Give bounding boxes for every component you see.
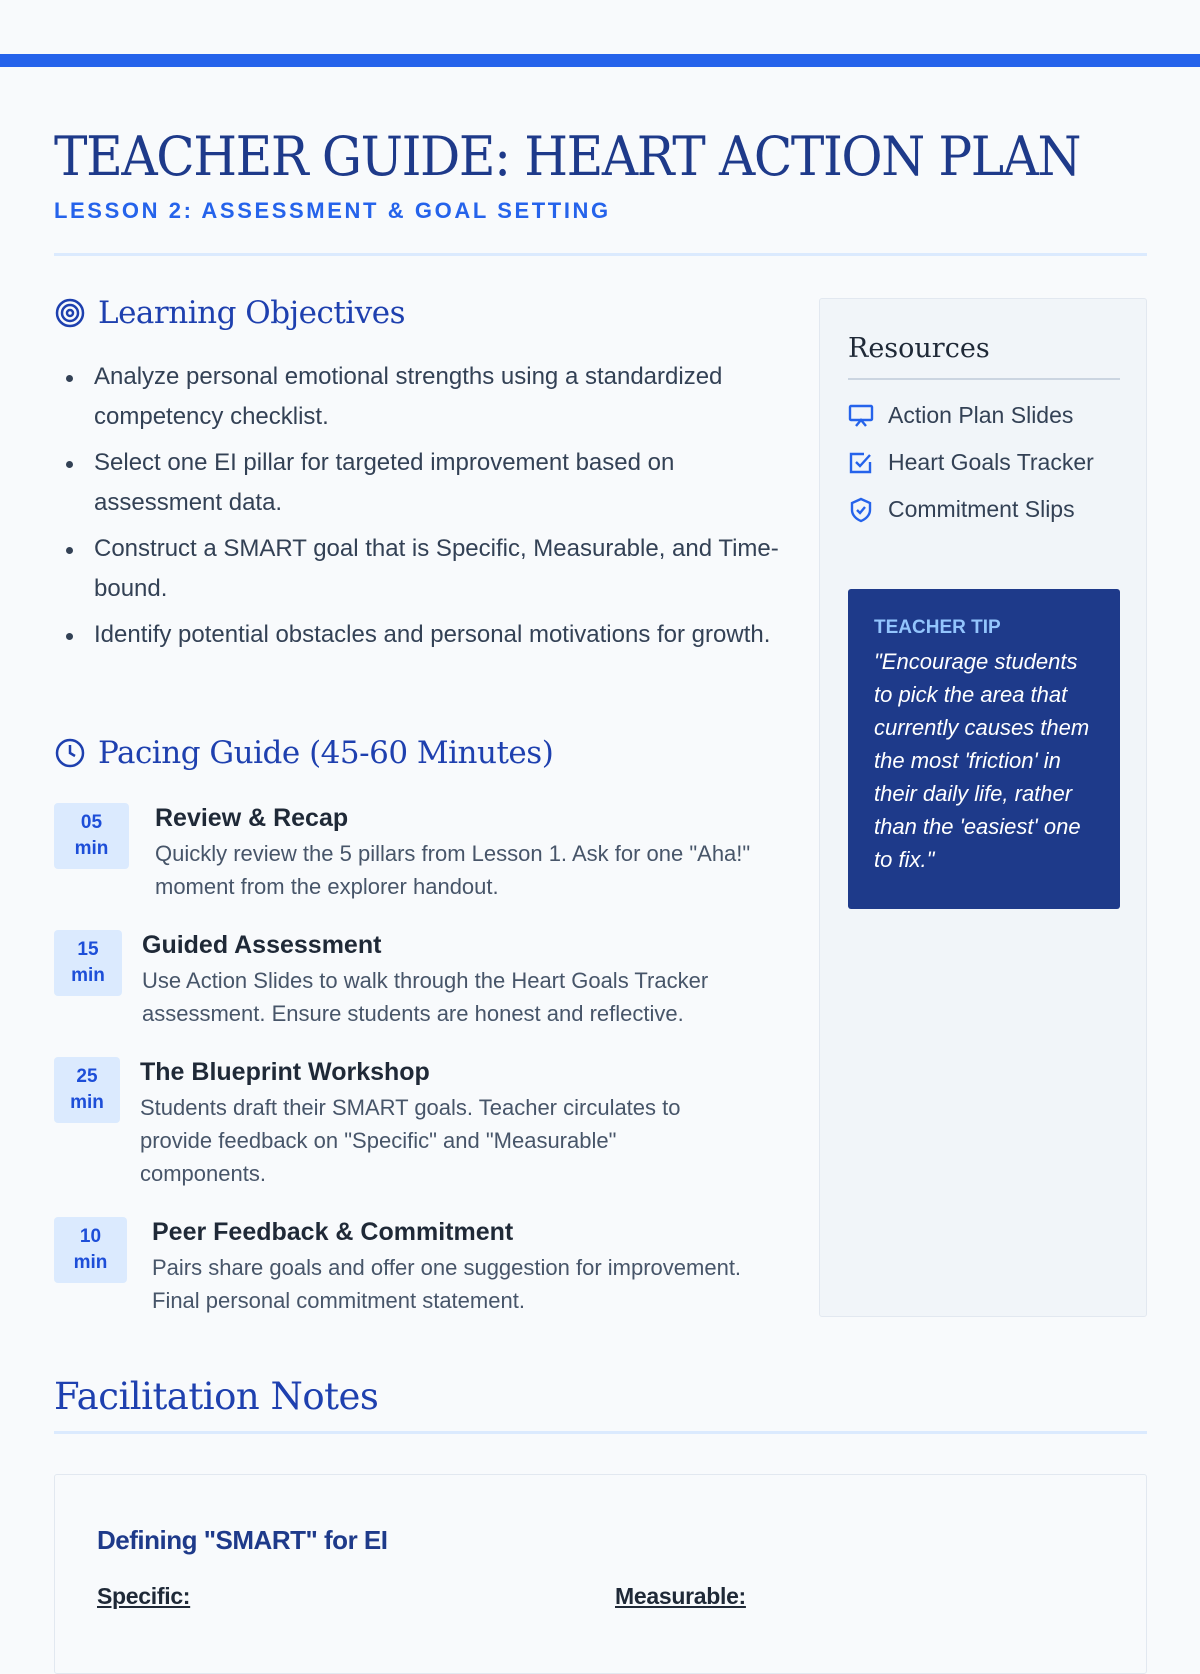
specific-label: Specific: bbox=[97, 1583, 191, 1609]
teacher-tip bbox=[848, 589, 1120, 909]
divider bbox=[54, 253, 1147, 256]
resource-link[interactable]: Action Plan Slides bbox=[848, 402, 1073, 429]
pacing-heading bbox=[54, 735, 553, 771]
checkbox-icon bbox=[848, 450, 874, 476]
pacing-item bbox=[54, 803, 755, 903]
objectives-heading bbox=[54, 295, 405, 331]
objectives-list bbox=[60, 357, 780, 661]
pacing-item bbox=[54, 1057, 740, 1190]
page bbox=[0, 67, 1200, 1609]
list-item: Select one EI pillar for targeted improvement based on assessment data. bbox=[60, 443, 780, 523]
pacing-item bbox=[54, 930, 742, 1030]
list-item: Identify potential obstacles and personal motivations for growth. bbox=[60, 615, 780, 655]
page-title: TEACHER GUIDE: HEART ACTION PLAN bbox=[54, 125, 1081, 188]
resources-sidebar bbox=[819, 298, 1147, 1317]
tip-quote: "Encourage students to pick the area that currently causes them the most 'friction' in their daily life, rather than the 'easiest' one to fix." bbox=[874, 649, 1090, 872]
divider bbox=[848, 378, 1120, 380]
duration-badge: 25 min bbox=[54, 1057, 120, 1123]
resource-link[interactable]: Heart Goals Tracker bbox=[848, 449, 1094, 476]
top-accent-bar bbox=[0, 54, 1200, 67]
facilitation-heading: Facilitation Notes bbox=[54, 1375, 379, 1418]
list-item: Analyze personal emotional strengths using a standardized competency checklist. bbox=[60, 357, 780, 437]
duration-badge: 15 min bbox=[54, 930, 122, 996]
divider bbox=[54, 1431, 1147, 1434]
pacing-desc: Pairs share goals and offer one suggestion for improvement. Final personal commitment statement. bbox=[152, 1255, 742, 1313]
pacing-item bbox=[54, 1217, 752, 1317]
pacing-title: Peer Feedback & Commitment bbox=[152, 1218, 514, 1246]
duration-badge: 10 min bbox=[54, 1217, 127, 1283]
measurable-label: Measurable: bbox=[615, 1583, 746, 1609]
list-item: Construct a SMART goal that is Specific, Measurable, and Time-bound. bbox=[60, 529, 780, 609]
pacing-title: Review & Recap bbox=[155, 804, 349, 832]
shield-check-icon bbox=[848, 497, 874, 523]
pacing-desc: Quickly review the 5 pillars from Lesson 1. Ask for one "Aha!" moment from the explorer handout. bbox=[155, 841, 751, 899]
page-subtitle: LESSON 2: ASSESSMENT & GOAL SETTING bbox=[54, 198, 611, 223]
pacing-title: The Blueprint Workshop bbox=[140, 1058, 430, 1086]
pacing-desc: Use Action Slides to walk through the Heart Goals Tracker assessment. Ensure students are honest and reflective. bbox=[142, 968, 709, 1026]
duration-badge: 05 min bbox=[54, 803, 129, 869]
clock-icon bbox=[54, 737, 86, 769]
target-icon bbox=[54, 297, 86, 329]
pacing-desc: Students draft their SMART goals. Teacher circulates to provide feedback on "Specific" and "Measurable" components. bbox=[140, 1095, 681, 1186]
presentation-icon bbox=[848, 403, 874, 429]
card-title: Defining "SMART" for EI bbox=[97, 1525, 388, 1555]
pacing-heading-text: Pacing Guide (45-60 Minutes) bbox=[98, 735, 554, 771]
tip-label: TEACHER TIP bbox=[874, 617, 1001, 638]
pacing-title: Guided Assessment bbox=[142, 931, 382, 959]
resource-link[interactable]: Commitment Slips bbox=[848, 496, 1075, 523]
resources-heading: Resources bbox=[848, 333, 990, 364]
smart-card bbox=[54, 1474, 1147, 1674]
objectives-heading-text: Learning Objectives bbox=[98, 295, 405, 331]
